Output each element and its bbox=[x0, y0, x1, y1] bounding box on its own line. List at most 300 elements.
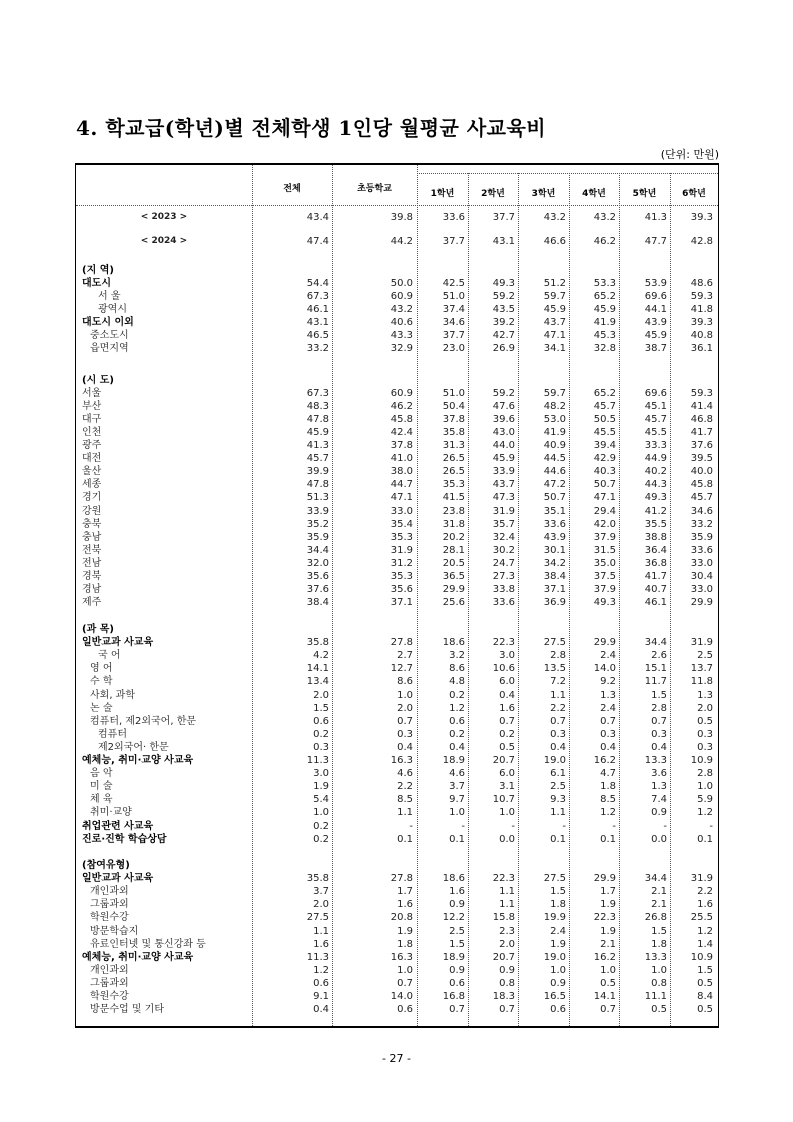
cell-value: 46.1 bbox=[644, 596, 667, 608]
cell-value: 34.2 bbox=[543, 557, 566, 569]
cell-value: 40.0 bbox=[690, 466, 713, 478]
table-row bbox=[76, 820, 718, 834]
row-label: 수 학 bbox=[90, 676, 113, 688]
header-grade-1: 1학년 bbox=[430, 189, 455, 199]
cell-value: 46.1 bbox=[306, 304, 329, 316]
cell-value: 65.2 bbox=[593, 291, 616, 303]
cell-value: 47.7 bbox=[644, 236, 667, 247]
cell-value: 38.0 bbox=[390, 466, 413, 478]
cell-value: 25.5 bbox=[690, 912, 713, 924]
cell-value: 2.1 bbox=[651, 886, 667, 898]
cell-value: 0.9 bbox=[449, 899, 465, 911]
cell-value: 31.3 bbox=[442, 440, 465, 452]
cell-value: 43.5 bbox=[492, 304, 515, 316]
cell-value: - bbox=[562, 820, 566, 832]
table-row bbox=[76, 964, 718, 978]
row-label: 전남 bbox=[82, 557, 102, 569]
cell-value: 2.8 bbox=[550, 650, 566, 662]
cell-value: 1.2 bbox=[449, 702, 465, 714]
cell-value: 53.9 bbox=[644, 278, 667, 290]
cell-value: 33.0 bbox=[690, 557, 713, 569]
cell-value: 50.0 bbox=[390, 278, 413, 290]
table-row bbox=[76, 531, 718, 545]
cell-value: 1.0 bbox=[449, 807, 465, 819]
cell-value: 67.3 bbox=[306, 388, 329, 400]
cell-value: 44.5 bbox=[543, 453, 566, 465]
row-label: 제2외국어· 한문 bbox=[98, 741, 169, 753]
row-label: 예체능, 취미·교양 사교육 bbox=[82, 951, 194, 963]
cell-value: 9.7 bbox=[449, 794, 465, 806]
cell-value: 40.6 bbox=[390, 317, 413, 329]
table-row bbox=[76, 570, 718, 584]
cell-value: 3.6 bbox=[651, 768, 667, 780]
cell-value: 1.1 bbox=[550, 689, 566, 701]
cell-value: 27.5 bbox=[306, 912, 329, 924]
cell-value: 0.9 bbox=[449, 964, 465, 976]
cell-value: 1.9 bbox=[313, 781, 329, 793]
cell-value: 40.2 bbox=[644, 466, 667, 478]
cell-value: 1.8 bbox=[550, 899, 566, 911]
table-row bbox=[76, 439, 718, 453]
cell-value: 33.6 bbox=[442, 212, 465, 223]
cell-value: 1.3 bbox=[651, 781, 667, 793]
row-label: 학원수강 bbox=[90, 991, 129, 1002]
cell-value: 5.4 bbox=[313, 794, 329, 806]
cell-value: 45.9 bbox=[593, 304, 616, 316]
row-label: 미 술 bbox=[90, 781, 113, 793]
cell-value: 29.9 bbox=[690, 596, 713, 608]
cell-value: 43.1 bbox=[492, 236, 515, 247]
table-row bbox=[76, 951, 718, 965]
cell-value: 47.1 bbox=[593, 492, 616, 504]
cell-value: 0.4 bbox=[313, 1004, 329, 1016]
cell-value: 0.3 bbox=[651, 728, 667, 740]
cell-value: 46.5 bbox=[306, 330, 329, 342]
cell-value: 28.1 bbox=[442, 544, 465, 556]
cell-value: 8.5 bbox=[600, 794, 616, 806]
cell-value: 35.1 bbox=[543, 505, 566, 517]
cell-value: 42.8 bbox=[690, 236, 713, 247]
row-label: 부산 bbox=[82, 401, 102, 413]
cell-value: 19.9 bbox=[543, 912, 566, 924]
cell-value: 59.3 bbox=[690, 388, 713, 400]
table-row bbox=[76, 728, 718, 742]
row-label: 방문학습지 bbox=[90, 925, 139, 937]
table-row bbox=[76, 465, 718, 479]
table-row bbox=[76, 596, 718, 610]
cell-value: 53.3 bbox=[593, 278, 616, 290]
row-label: < 2024 > bbox=[140, 236, 188, 246]
row-label: 전북 bbox=[82, 544, 102, 556]
cell-value: 0.6 bbox=[449, 977, 465, 989]
cell-value: 36.4 bbox=[644, 544, 667, 556]
cell-value: 2.4 bbox=[550, 925, 566, 937]
row-label: 유료인터넷 및 통신강좌 등 bbox=[90, 938, 206, 950]
cell-value: 16.8 bbox=[442, 991, 465, 1002]
cell-value: 35.6 bbox=[306, 570, 329, 582]
table-row bbox=[76, 715, 718, 729]
cell-value: 48.2 bbox=[543, 401, 566, 413]
cell-value: 1.3 bbox=[600, 689, 616, 701]
cell-value: 26.5 bbox=[442, 466, 465, 478]
cell-value: 1.0 bbox=[313, 807, 329, 819]
cell-value: 37.9 bbox=[593, 531, 616, 543]
cell-value: 35.8 bbox=[306, 637, 329, 649]
row-label: 인천 bbox=[82, 427, 102, 439]
cell-value: 0.6 bbox=[313, 715, 329, 727]
cell-value: 45.9 bbox=[492, 453, 515, 465]
cell-value: 41.7 bbox=[644, 570, 667, 582]
table-row bbox=[76, 342, 718, 356]
cell-value: - bbox=[511, 820, 515, 832]
cell-value: 31.9 bbox=[492, 505, 515, 517]
cell-value: 1.5 bbox=[697, 964, 713, 976]
row-label: 세종 bbox=[82, 479, 102, 491]
cell-value: 18.3 bbox=[492, 991, 515, 1002]
cell-value: 30.2 bbox=[492, 544, 515, 556]
row-label: 경남 bbox=[82, 583, 102, 595]
cell-value: 51.0 bbox=[442, 388, 465, 400]
cell-value: 43.4 bbox=[306, 212, 329, 223]
table-row bbox=[76, 859, 718, 873]
cell-value: 41.3 bbox=[644, 212, 667, 223]
cell-value: 35.8 bbox=[442, 427, 465, 439]
cell-value: 0.5 bbox=[499, 741, 515, 753]
cell-value: 46.2 bbox=[390, 401, 413, 413]
cell-value: 45.3 bbox=[593, 330, 616, 342]
table-row bbox=[76, 316, 718, 330]
cell-value: 39.3 bbox=[690, 317, 713, 329]
cell-value: 33.8 bbox=[492, 583, 515, 595]
cell-value: 50.5 bbox=[593, 414, 616, 426]
table-row bbox=[76, 977, 718, 991]
cell-value: 45.8 bbox=[690, 479, 713, 491]
cell-value: 43.7 bbox=[543, 317, 566, 329]
cell-value: 45.9 bbox=[543, 304, 566, 316]
cell-value: 2.0 bbox=[397, 702, 413, 714]
cell-value: 37.9 bbox=[593, 583, 616, 595]
cell-value: 2.7 bbox=[397, 650, 413, 662]
cell-value: 35.7 bbox=[492, 518, 515, 530]
cell-value: 37.8 bbox=[442, 414, 465, 426]
cell-value: 6.0 bbox=[499, 768, 515, 780]
cell-value: 30.1 bbox=[543, 544, 566, 556]
cell-value: 50.7 bbox=[543, 492, 566, 504]
cell-value: 1.5 bbox=[651, 925, 667, 937]
cell-value: 1.0 bbox=[697, 781, 713, 793]
cell-value: 33.9 bbox=[306, 505, 329, 517]
cell-value: 43.1 bbox=[306, 317, 329, 329]
row-label: 음 악 bbox=[90, 768, 113, 780]
table-row bbox=[76, 990, 718, 1004]
cell-value: 34.1 bbox=[543, 343, 566, 355]
row-label: 경기 bbox=[82, 492, 102, 504]
cell-value: 49.3 bbox=[593, 596, 616, 608]
row-label: 서 울 bbox=[98, 291, 121, 303]
cell-value: - bbox=[612, 820, 616, 832]
cell-value: 0.6 bbox=[550, 1004, 566, 1016]
cell-value: 59.7 bbox=[543, 388, 566, 400]
cell-value: 26.5 bbox=[442, 453, 465, 465]
table-row bbox=[76, 623, 718, 637]
cell-value: 12.7 bbox=[390, 663, 413, 675]
cell-value: 1.9 bbox=[600, 925, 616, 937]
cell-value: 1.2 bbox=[600, 807, 616, 819]
cell-value: 30.4 bbox=[690, 570, 713, 582]
cell-value: 12.2 bbox=[442, 912, 465, 924]
cell-value: 20.2 bbox=[442, 531, 465, 543]
cell-value: 14.1 bbox=[593, 991, 616, 1002]
table-row bbox=[76, 235, 718, 249]
cell-value: 1.5 bbox=[313, 702, 329, 714]
cell-value: 45.1 bbox=[644, 401, 667, 413]
cell-value: 4.6 bbox=[397, 768, 413, 780]
cell-value: 2.3 bbox=[499, 925, 515, 937]
row-label: 체 육 bbox=[90, 794, 113, 806]
cell-value: 5.9 bbox=[697, 794, 713, 806]
cell-value: 45.7 bbox=[593, 401, 616, 413]
row-label: (참여유형) bbox=[82, 860, 130, 871]
table-row bbox=[76, 898, 718, 912]
table-row bbox=[76, 303, 718, 317]
cell-value: 18.9 bbox=[442, 755, 465, 766]
cell-value: 44.0 bbox=[492, 440, 515, 452]
cell-value: 40.8 bbox=[690, 330, 713, 342]
cell-value: 15.8 bbox=[492, 912, 515, 924]
cell-value: 60.9 bbox=[390, 291, 413, 303]
table-row bbox=[76, 925, 718, 939]
cell-value: 0.1 bbox=[397, 833, 413, 845]
header-grade-5: 5학년 bbox=[632, 189, 657, 199]
cell-value: 40.3 bbox=[593, 466, 616, 478]
cell-value: 0.0 bbox=[651, 833, 667, 845]
cell-value: 36.1 bbox=[690, 343, 713, 355]
cell-value: 43.7 bbox=[492, 479, 515, 491]
cell-value: 2.8 bbox=[651, 702, 667, 714]
cell-value: 1.4 bbox=[697, 938, 713, 950]
cell-value: 9.2 bbox=[600, 676, 616, 688]
table-row bbox=[76, 277, 718, 291]
cell-value: 23.8 bbox=[442, 505, 465, 517]
table-row bbox=[76, 374, 718, 388]
cell-value: 51.0 bbox=[442, 291, 465, 303]
cell-value: 33.2 bbox=[690, 518, 713, 530]
cell-value: 37.5 bbox=[593, 570, 616, 582]
header-total: 전체 bbox=[283, 184, 301, 194]
cell-value: 14.0 bbox=[593, 663, 616, 675]
cell-value: 39.2 bbox=[492, 317, 515, 329]
cell-value: 18.6 bbox=[442, 873, 465, 885]
cell-value: 19.0 bbox=[543, 755, 566, 766]
cell-value: 1.2 bbox=[313, 964, 329, 976]
cell-value: 16.2 bbox=[593, 755, 616, 766]
table-row bbox=[76, 544, 718, 558]
cell-value: 16.3 bbox=[390, 755, 413, 766]
table-row bbox=[76, 662, 718, 676]
cell-value: 20.7 bbox=[492, 951, 515, 963]
cell-value: 1.0 bbox=[600, 964, 616, 976]
cell-value: 1.0 bbox=[499, 807, 515, 819]
cell-value: 43.2 bbox=[390, 304, 413, 316]
table-row bbox=[76, 518, 718, 532]
cell-value: 36.8 bbox=[644, 557, 667, 569]
cell-value: 1.7 bbox=[600, 886, 616, 898]
table-row bbox=[76, 793, 718, 807]
cell-value: 1.0 bbox=[550, 964, 566, 976]
cell-value: 15.1 bbox=[644, 663, 667, 675]
cell-value: 41.0 bbox=[390, 453, 413, 465]
cell-value: 46.8 bbox=[690, 414, 713, 426]
row-label: 국 어 bbox=[98, 650, 121, 662]
cell-value: 37.6 bbox=[690, 440, 713, 452]
cell-value: - bbox=[663, 820, 667, 832]
cell-value: 47.1 bbox=[390, 492, 413, 504]
cell-value: 34.6 bbox=[690, 505, 713, 517]
cell-value: 0.7 bbox=[600, 1004, 616, 1016]
table-row bbox=[76, 290, 718, 304]
row-label: 대구 bbox=[82, 414, 102, 426]
cell-value: 0.7 bbox=[499, 1004, 515, 1016]
row-label: < 2023 > bbox=[140, 212, 188, 222]
cell-value: 11.7 bbox=[644, 676, 667, 688]
table-row bbox=[76, 478, 718, 492]
cell-value: 49.3 bbox=[644, 492, 667, 504]
cell-value: 13.3 bbox=[644, 755, 667, 766]
cell-value: 0.6 bbox=[449, 715, 465, 727]
cell-value: 31.2 bbox=[390, 557, 413, 569]
cell-value: 22.3 bbox=[492, 637, 515, 649]
cell-value: 45.7 bbox=[306, 453, 329, 465]
cell-value: 39.8 bbox=[390, 212, 413, 223]
cell-value: 0.7 bbox=[449, 1004, 465, 1016]
cell-value: 0.3 bbox=[550, 728, 566, 740]
cell-value: 1.8 bbox=[600, 781, 616, 793]
cell-value: 2.0 bbox=[499, 938, 515, 950]
cell-value: 31.5 bbox=[593, 544, 616, 556]
cell-value: 11.3 bbox=[306, 755, 329, 766]
cell-value: 11.3 bbox=[306, 951, 329, 963]
cell-value: 35.3 bbox=[442, 479, 465, 491]
cell-value: 0.6 bbox=[313, 977, 329, 989]
cell-value: 44.3 bbox=[644, 479, 667, 491]
cell-value: 60.9 bbox=[390, 388, 413, 400]
row-label: 컴퓨터 bbox=[98, 728, 127, 740]
table-row bbox=[76, 1003, 718, 1017]
cell-value: 1.3 bbox=[697, 689, 713, 701]
cell-value: 1.9 bbox=[550, 938, 566, 950]
cell-value: 47.3 bbox=[492, 492, 515, 504]
cell-value: 34.4 bbox=[644, 637, 667, 649]
cell-value: 18.6 bbox=[442, 637, 465, 649]
cell-value: 9.3 bbox=[550, 794, 566, 806]
cell-value: 2.4 bbox=[600, 650, 616, 662]
cell-value: 9.1 bbox=[313, 991, 329, 1002]
row-label: 학원수강 bbox=[90, 912, 129, 924]
cell-value: 2.2 bbox=[550, 702, 566, 714]
cell-value: 44.2 bbox=[390, 236, 413, 247]
cell-value: 40.9 bbox=[543, 440, 566, 452]
cell-value: 29.4 bbox=[593, 505, 616, 517]
cell-value: 47.6 bbox=[492, 401, 515, 413]
cell-value: 37.8 bbox=[390, 440, 413, 452]
table-row bbox=[76, 754, 718, 768]
cell-value: 13.7 bbox=[690, 663, 713, 675]
cell-value: 11.1 bbox=[644, 991, 667, 1002]
table-row bbox=[76, 387, 718, 401]
cell-value: 25.6 bbox=[442, 596, 465, 608]
row-label: 광역시 bbox=[98, 304, 127, 316]
table-row bbox=[76, 689, 718, 703]
page-number: - 27 - bbox=[382, 1052, 411, 1065]
cell-value: 0.7 bbox=[600, 715, 616, 727]
cell-value: 44.1 bbox=[644, 304, 667, 316]
table-row bbox=[76, 833, 718, 847]
row-label: 그룹과외 bbox=[90, 977, 129, 989]
cell-value: 2.1 bbox=[600, 938, 616, 950]
data-table bbox=[75, 163, 719, 1028]
cell-value: 2.0 bbox=[697, 702, 713, 714]
cell-value: 35.9 bbox=[306, 531, 329, 543]
cell-value: 32.0 bbox=[306, 557, 329, 569]
row-label: 예체능, 취미·교양 사교육 bbox=[82, 755, 194, 766]
row-label: (지 역) bbox=[82, 265, 114, 276]
cell-value: 33.0 bbox=[690, 583, 713, 595]
cell-value: 27.8 bbox=[390, 637, 413, 649]
cell-value: 38.4 bbox=[543, 570, 566, 582]
header-elementary: 초등학교 bbox=[357, 184, 392, 194]
table-row bbox=[76, 675, 718, 689]
cell-value: 51.3 bbox=[306, 492, 329, 504]
cell-value: 36.9 bbox=[543, 596, 566, 608]
cell-value: 47.8 bbox=[306, 479, 329, 491]
cell-value: 0.4 bbox=[550, 741, 566, 753]
cell-value: 13.3 bbox=[644, 951, 667, 963]
cell-value: 0.4 bbox=[651, 741, 667, 753]
cell-value: 44.7 bbox=[390, 479, 413, 491]
cell-value: 47.4 bbox=[306, 236, 329, 247]
row-label: 진로·진학 학습상담 bbox=[82, 833, 167, 845]
cell-value: 13.4 bbox=[306, 676, 329, 688]
cell-value: 0.3 bbox=[600, 728, 616, 740]
cell-value: 8.5 bbox=[397, 794, 413, 806]
cell-value: 3.7 bbox=[449, 781, 465, 793]
cell-value: 1.7 bbox=[397, 886, 413, 898]
cell-value: 31.9 bbox=[690, 637, 713, 649]
header-bottom-line bbox=[76, 205, 718, 206]
cell-value: 20.7 bbox=[492, 755, 515, 766]
cell-value: 2.5 bbox=[550, 781, 566, 793]
cell-value: 65.2 bbox=[593, 388, 616, 400]
row-label: 개인과외 bbox=[90, 886, 129, 898]
table-row bbox=[76, 264, 718, 278]
cell-value: 45.7 bbox=[690, 492, 713, 504]
cell-value: 27.8 bbox=[390, 873, 413, 885]
cell-value: 42.4 bbox=[390, 427, 413, 439]
cell-value: 0.3 bbox=[697, 728, 713, 740]
row-label: 경북 bbox=[82, 570, 102, 582]
cell-value: 37.4 bbox=[442, 304, 465, 316]
table-row bbox=[76, 557, 718, 571]
cell-value: 4.7 bbox=[600, 768, 616, 780]
cell-value: 2.8 bbox=[697, 768, 713, 780]
cell-value: 0.2 bbox=[499, 728, 515, 740]
cell-value: 0.5 bbox=[697, 715, 713, 727]
cell-value: 0.5 bbox=[651, 1004, 667, 1016]
cell-value: 1.8 bbox=[651, 938, 667, 950]
cell-value: 1.5 bbox=[449, 938, 465, 950]
row-label: 컴퓨터, 제2외국어, 한문 bbox=[90, 715, 197, 727]
cell-value: 20.8 bbox=[390, 912, 413, 924]
